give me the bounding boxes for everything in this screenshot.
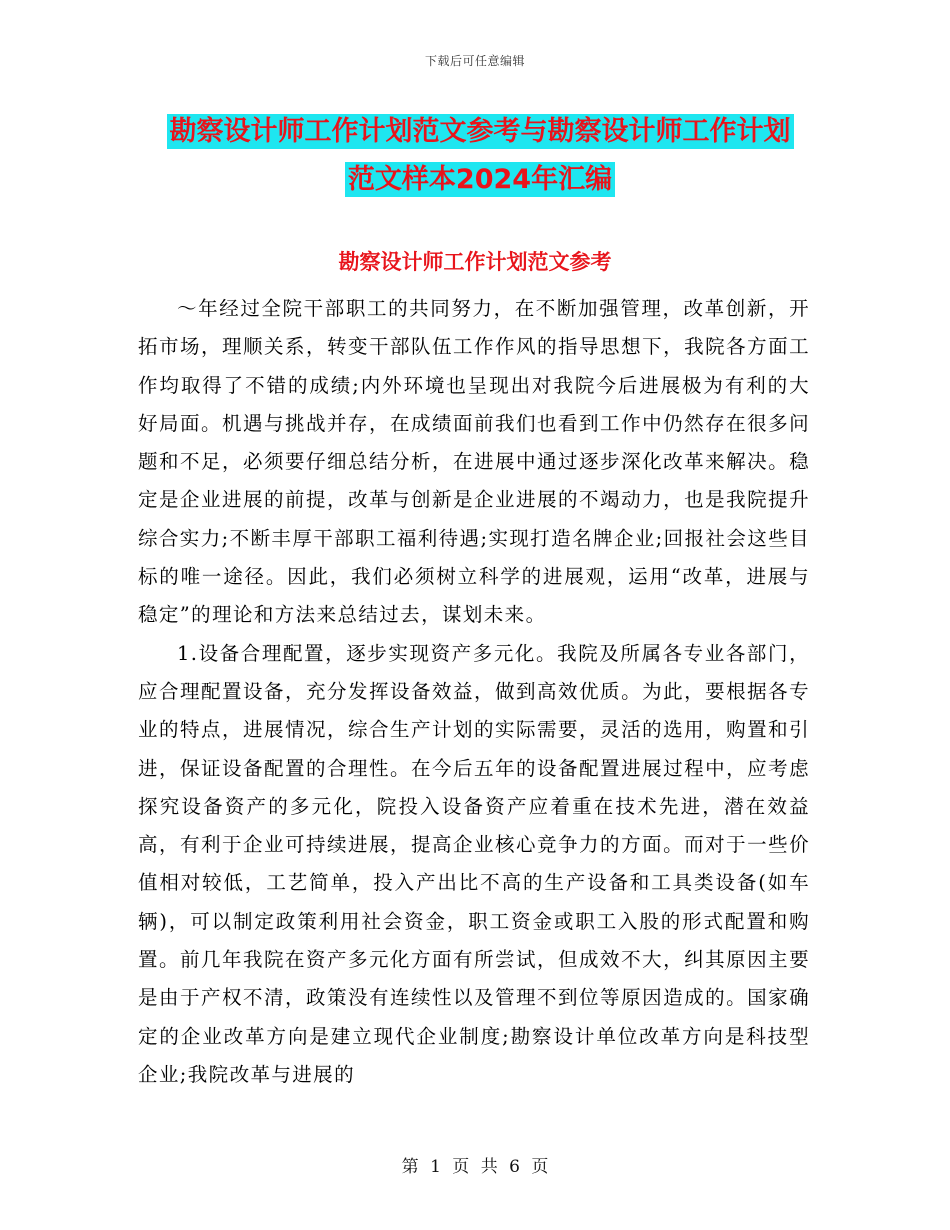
section-title: 勘察设计师工作计划范文参考 xyxy=(338,250,612,274)
page-footer: 第 1 页 共 6 页 xyxy=(401,1157,549,1177)
document-title-line1: 勘察设计师工作计划范文参考与勘察设计师工作计划 xyxy=(167,114,794,149)
document-title-line2: 范文样本2024年汇编 xyxy=(345,162,615,197)
document-body xyxy=(138,290,810,1094)
header-note: 下载后可任意编辑 xyxy=(424,54,525,68)
paragraph: ～年经过全院干部职工的共同努力，在不断加强管理，改革创新，开拓市场，理顺关系，转变干部队伍工作作风的指导思想下，我院各方面工作均取得了不错的成绩;内外环境也呈现出对我院今后进展极为有利的大好局面。机遇与挑战并存，在成绩面前我们也看到工作中仍然存在很多问题和不足，必须要仔细总结分析，在进展中通过逐步深化改革来解决。稳定是企业进展的前提，改革与创新是企业进展的不竭动力，也是我院提升综合实力;不断丰厚干部职工福利待遇;实现打造名牌企业;回报社会这些目标的唯一途径。因此，我们必须树立科学的进展观，运用“改革，进展与稳定”的理论和方法来总结过去，谋划未来。 xyxy=(138,297,810,627)
document-title xyxy=(120,108,840,204)
paragraph: 1.设备合理配置，逐步实现资产多元化。我院及所属各专业各部门，应合理配置设备，充分发挥设备效益，做到高效优质。为此，要根据各专业的特点，进展情况，综合生产计划的实际需要，灵活的选用，购置和引进，保证设备配置的合理性。在今后五年的设备配置进展过程中，应考虑探究设备资产的多元化，院投入设备资产应着重在技术先进，潜在效益高，有利于企业可持续进展，提高企业核心竞争力的方面。而对于一些价值相对较低，工艺简单，投入产出比不高的生产设备和工具类设备(如车辆)，可以制定政策利用社会资金，职工资金或职工入股的形式配置和购置。前几年我院在资产多元化方面有所尝试，但成效不大，纠其原因主要是由于产权不清，政策没有连续性以及管理不到位等原因造成的。国家确定的企业改革方向是建立现代企业制度;勘察设计单位改革方向是科技型企业;我院改革与进展的 xyxy=(138,641,810,1086)
